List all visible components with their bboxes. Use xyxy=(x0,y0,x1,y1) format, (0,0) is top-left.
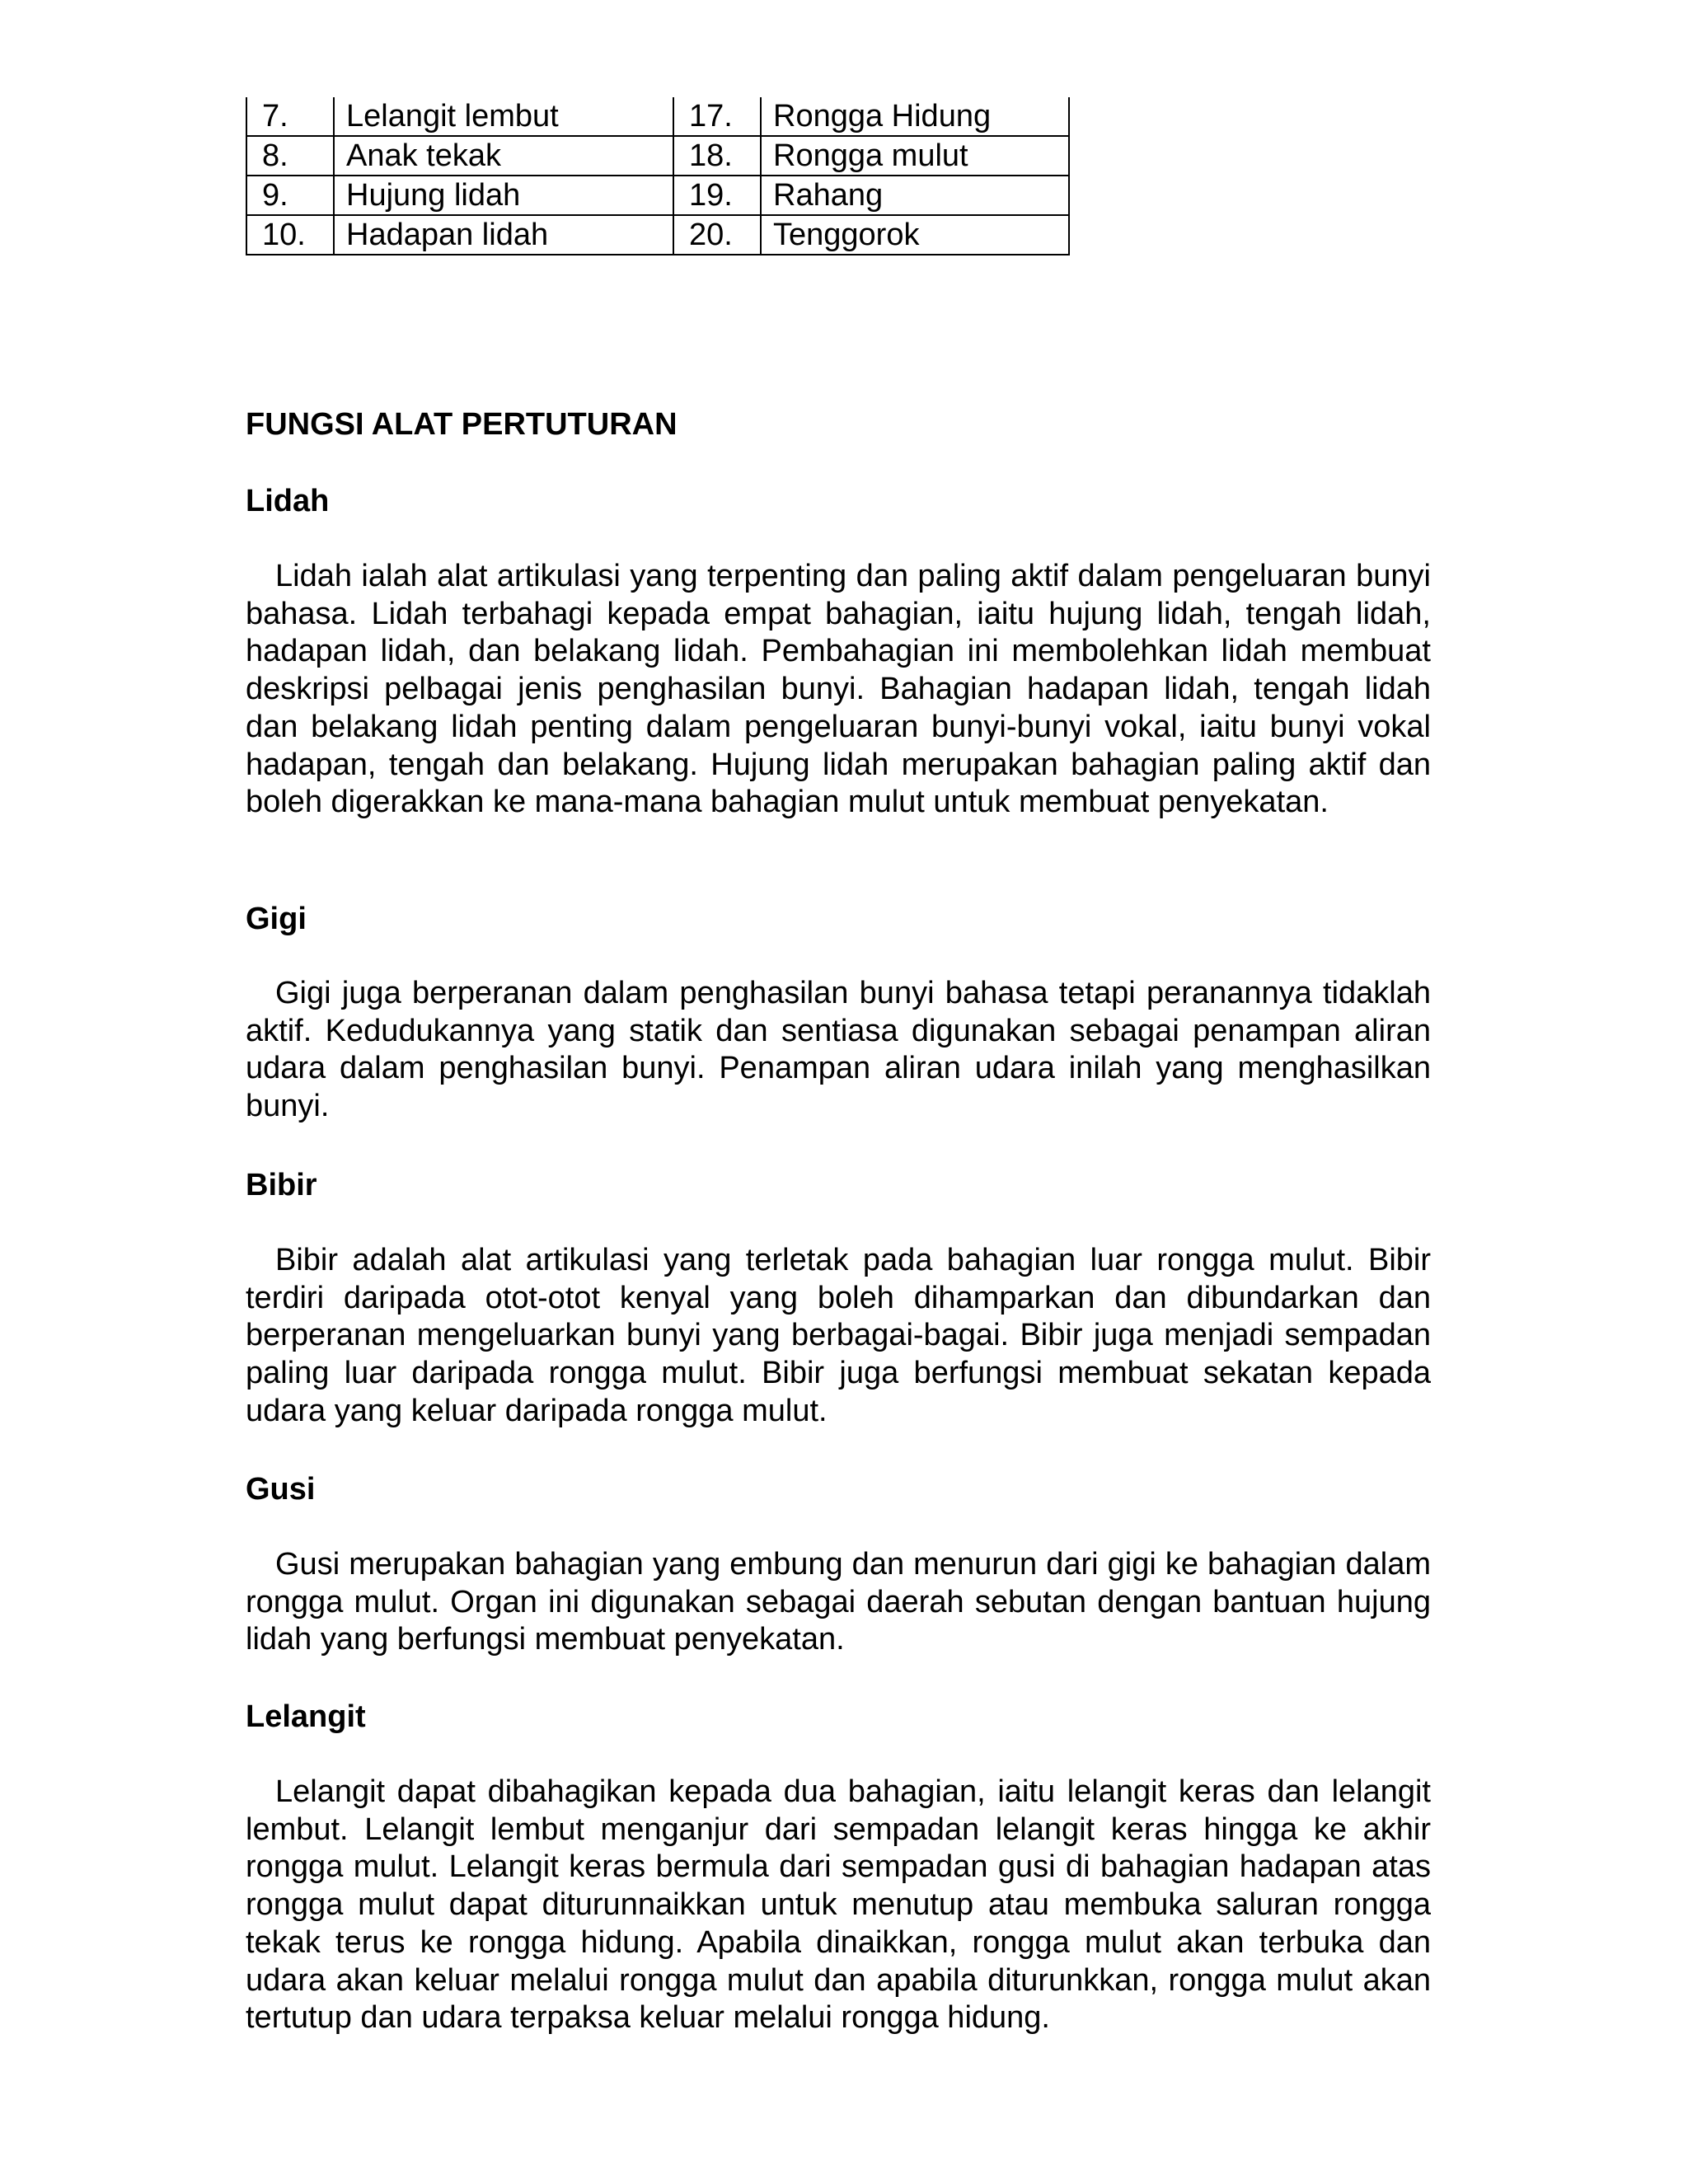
table-cell-term: Tenggorok xyxy=(761,215,1069,255)
table-cell-term: Rongga mulut xyxy=(761,136,1069,176)
table-cell-term: Anak tekak xyxy=(334,136,673,176)
table-cell-number: 8. xyxy=(246,136,334,176)
table-cell-number: 10. xyxy=(246,215,334,255)
table-cell-number: 9. xyxy=(246,176,334,215)
table-cell-number: 20. xyxy=(673,215,761,255)
table-cell-term: Rongga Hidung xyxy=(761,97,1069,136)
table-cell-term: Rahang xyxy=(761,176,1069,215)
section-heading-lidah: Lidah xyxy=(246,484,330,518)
section-body-bibir: Bibir adalah alat artikulasi yang terletak pada bahagian luar rongga mulut. Bibir terdiri daripada otot-otot kenyal yang boleh dihamparkan dan dibundarkan dan berperanan mengeluarkan bunyi yang berbagai-bagai. Bibir juga menjadi sempadan paling luar daripada rongga mulut. Bibir juga berfungsi membuat sekatan kepada udara yang keluar daripada rongga mulut. xyxy=(246,1243,1431,1428)
table-row xyxy=(246,215,1069,255)
section-body-lidah: Lidah ialah alat artikulasi yang terpenting dan paling aktif dalam pengeluaran bunyi bahasa. Lidah terbahagi kepada empat bahagian, iaitu hujung lidah, tengah lidah, hadapan lidah, dan belakang lidah. Pembahagian ini membolehkan lidah membuat deskripsi pelbagai jenis penghasilan bunyi. Bahagian hadapan lidah, tengah lidah dan belakang lidah penting dalam pengeluaran bunyi-bunyi vokal, iaitu bunyi vokal hadapan, tengah dan belakang. Hujung lidah merupakan bahagian paling aktif dan boleh digerakkan ke mana-mana bahagian mulut untuk membuat penyekatan. xyxy=(246,559,1431,820)
section-body-gusi: Gusi merupakan bahagian yang embung dan menurun dari gigi ke bahagian dalam rongga mulut. Organ ini digunakan sebagai daerah sebutan dengan bantuan hujung lidah yang berfungsi membuat penyekatan. xyxy=(246,1547,1431,1657)
section-body-lelangit: Lelangit dapat dibahagikan kepada dua bahagian, iaitu lelangit keras dan lelangit lembut. Lelangit lembut menganjur dari sempadan lelangit keras hingga ke akhir rongga mulut. Lelangit keras bermula dari sempadan gusi di bahagian hadapan atas rongga mulut dapat diturunnaikkan untuk menutup atau membuka saluran rongga tekak terus ke rongga hidung. Apabila dinaikkan, rongga mulut akan terbuka dan udara akan keluar melalui rongga mulut dan apabila diturunkkan, rongga mulut akan tertutup dan udara terpaksa keluar melalui rongga hidung. xyxy=(246,1774,1431,2036)
table-cell-number: 19. xyxy=(673,176,761,215)
section-heading-bibir: Bibir xyxy=(246,1168,317,1202)
table-row xyxy=(246,176,1069,215)
table-cell-number: 17. xyxy=(673,97,761,136)
table-cell-number: 7. xyxy=(246,97,334,136)
table-cell-number: 18. xyxy=(673,136,761,176)
section-heading-gigi: Gigi xyxy=(246,902,307,936)
table-row xyxy=(246,97,1069,136)
section-body-gigi: Gigi juga berperanan dalam penghasilan bunyi bahasa tetapi peranannya tidaklah aktif. Kedudukannya yang statik dan sentiasa digunakan sebagai penampan aliran udara dalam penghasilan bunyi. Penampan aliran udara inilah yang menghasilkan bunyi. xyxy=(246,976,1431,1124)
table-row xyxy=(246,136,1069,176)
table-cell-term: Hadapan lidah xyxy=(334,215,673,255)
main-heading: FUNGSI ALAT PERTUTURAN xyxy=(246,407,678,442)
table-cell-term: Hujung lidah xyxy=(334,176,673,215)
table-cell-term: Lelangit lembut xyxy=(334,97,673,136)
speech-organ-table xyxy=(246,97,1070,255)
section-heading-lelangit: Lelangit xyxy=(246,1699,366,1734)
section-heading-gusi: Gusi xyxy=(246,1472,316,1507)
